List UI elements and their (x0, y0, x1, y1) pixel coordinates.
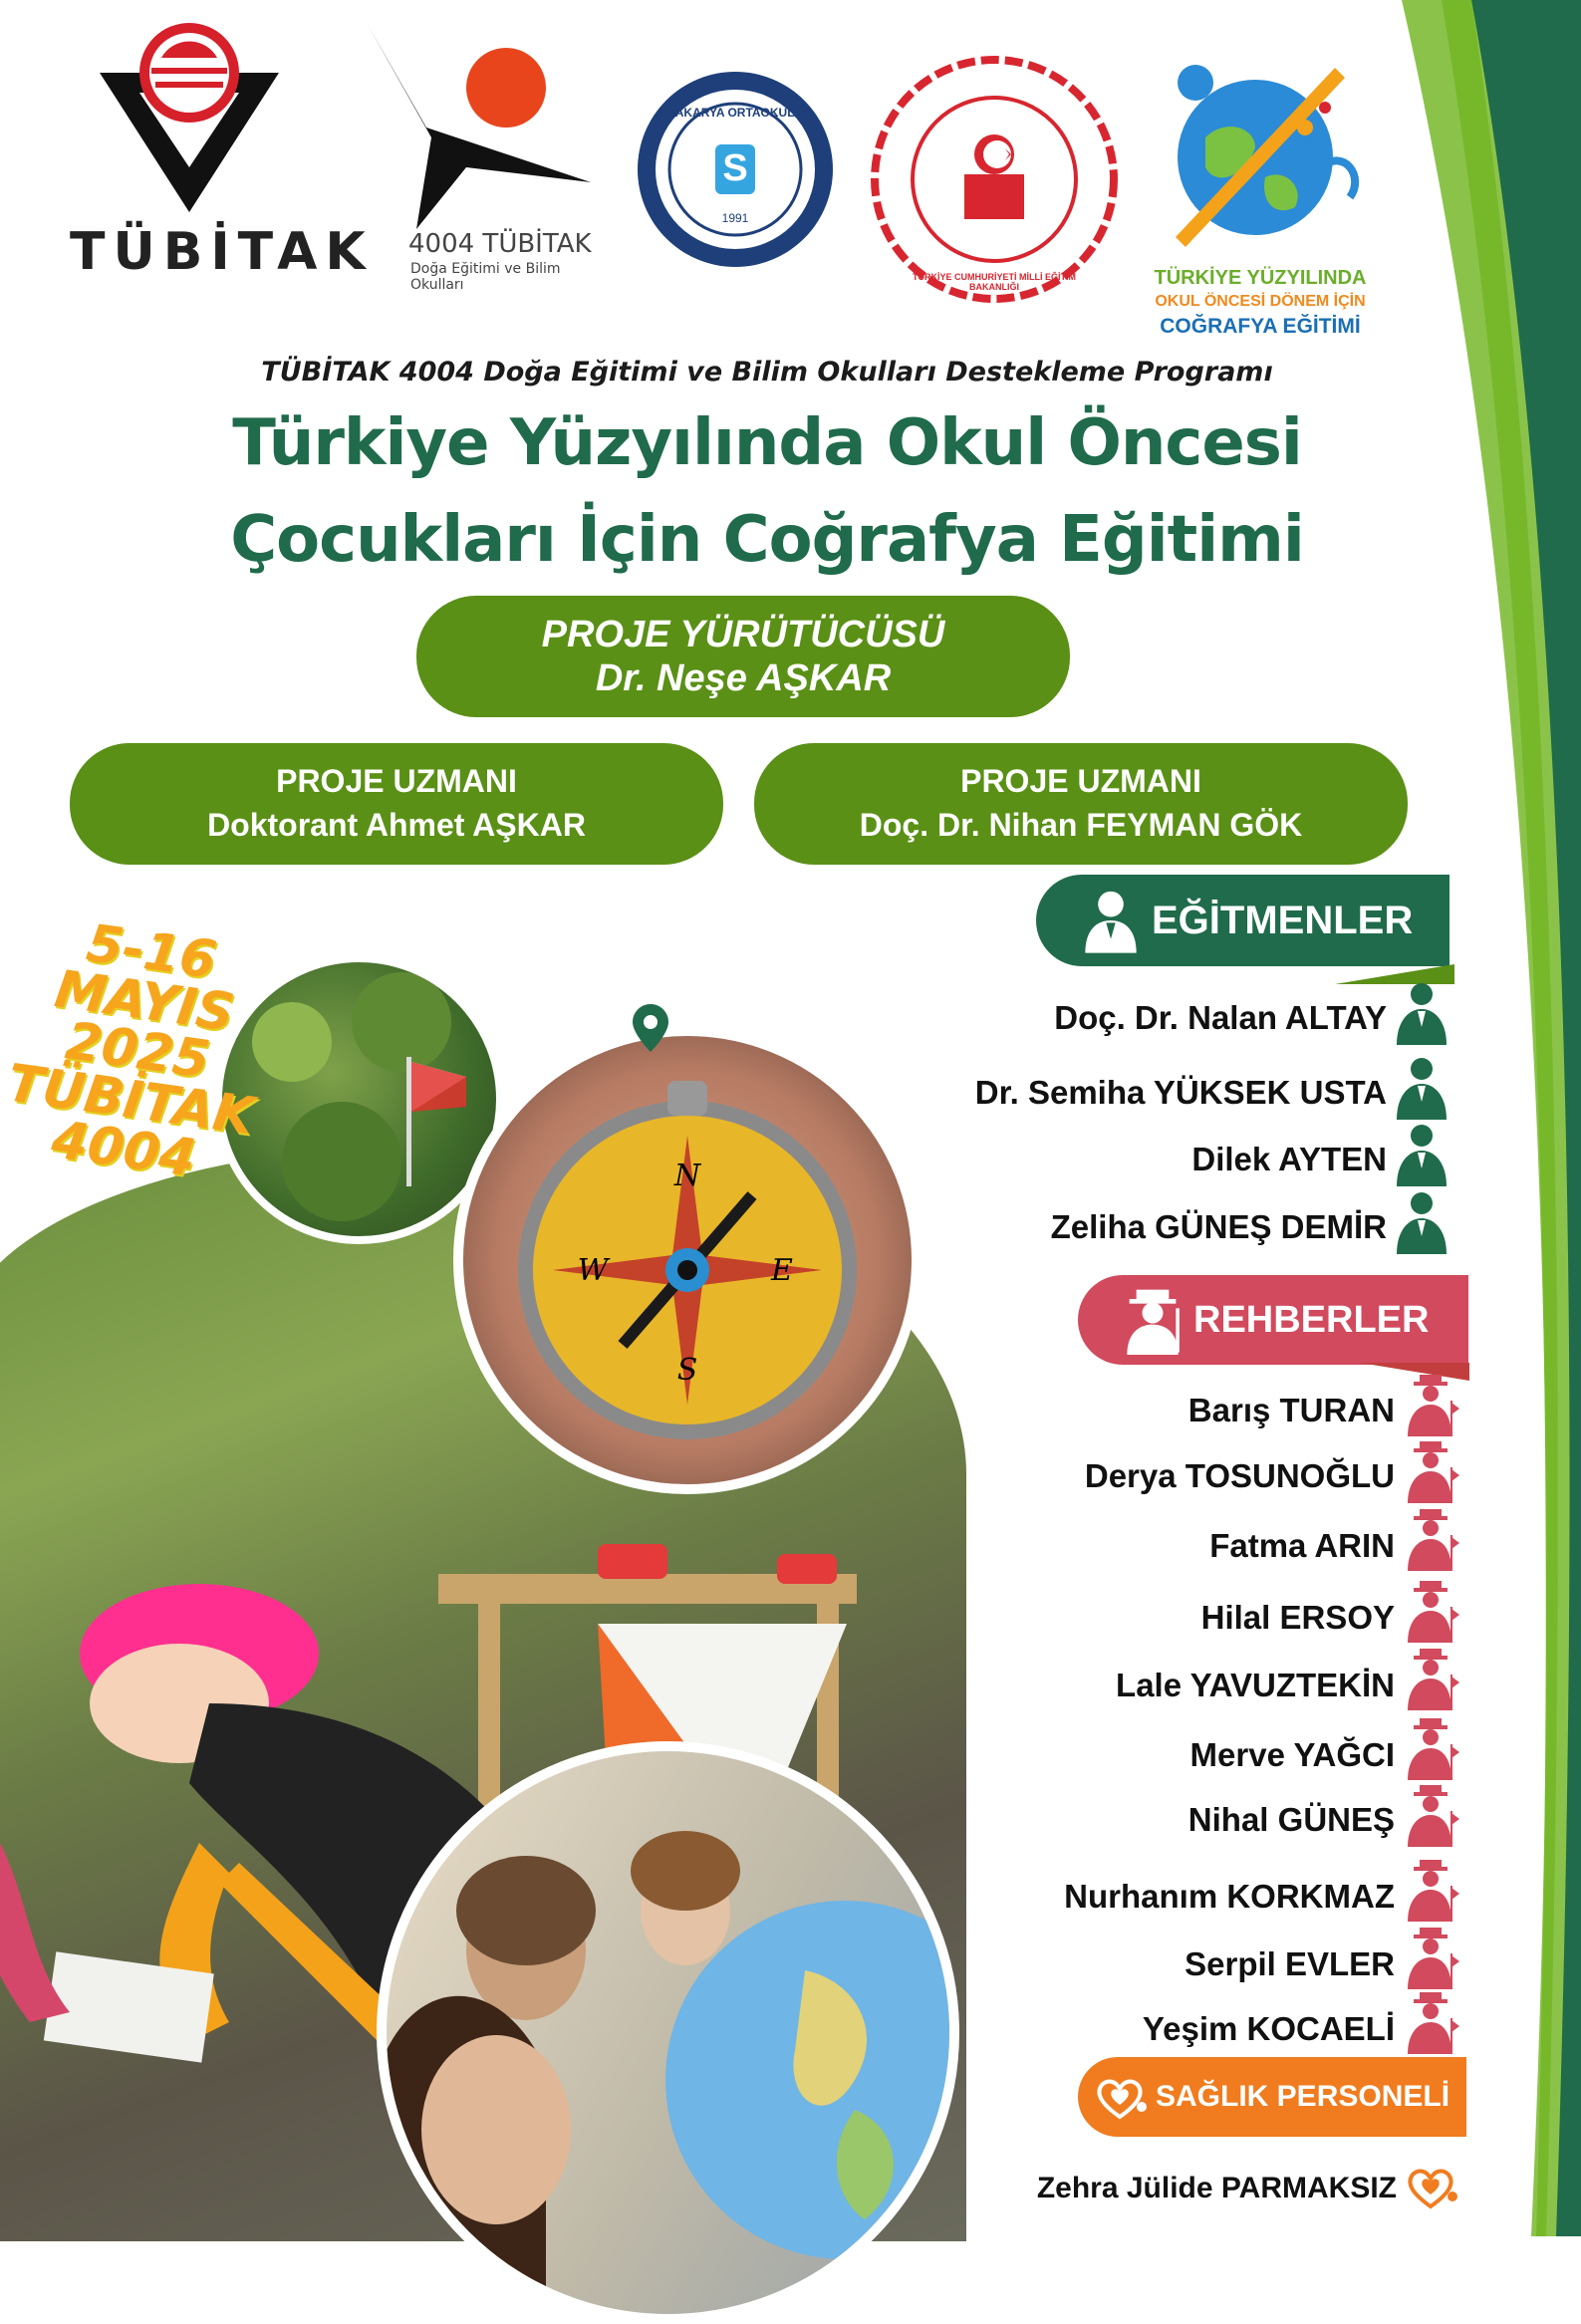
trainer-icon (1393, 1190, 1450, 1254)
trainer-icon (1393, 1123, 1450, 1186)
guide-name: Fatma ARIN (1209, 1527, 1395, 1564)
leader-name: Dr. Neşe AŞKAR (595, 657, 892, 699)
health-staff-badge (1078, 2057, 1466, 2137)
guides-label: REHBERLER (1193, 1298, 1430, 1341)
stethoscope-heart-icon (1399, 2157, 1462, 2216)
sakarya-school-logo (626, 70, 845, 269)
guide-name: Yeşim KOCAELİ (1142, 2010, 1395, 2047)
expert-role: PROJE UZMANI (960, 763, 1201, 799)
tubitak-logo (70, 18, 374, 282)
tubitak-logo-text: TÜBİTAK (70, 222, 374, 282)
project-logo-line3: COĞRAFYA EĞİTİMİ (1160, 315, 1361, 338)
guide-name: Hilal ERSOY (1200, 1599, 1395, 1636)
guide-name: Derya TOSUNOĞLU (1084, 1457, 1395, 1494)
expert-role: PROJE UZMANI (276, 763, 517, 799)
project-expert-box-2 (754, 743, 1408, 865)
program-title: TÜBİTAK 4004 Doğa Eğitimi ve Bilim Okulları Destekleme Programı (261, 357, 1273, 387)
trainer-badge-icon (1076, 886, 1146, 955)
project-expert-box-1 (70, 743, 723, 865)
date-stamp: 5-16 MAYIS 2025 TÜBİTAK 4004 (3, 913, 258, 1189)
tubitak-4004-subtitle: Doğa Eğitimi ve Bilim Okulları (410, 261, 561, 293)
guide-name: Nurhanım KORKMAZ (1064, 1878, 1395, 1915)
guide-icon (1402, 1579, 1459, 1643)
project-logo-line1: TÜRKİYE YÜZYILINDA (1154, 267, 1367, 289)
guide-icon (1402, 1783, 1459, 1847)
school-letter: S (722, 147, 748, 189)
project-logo-line2: OKUL ÖNCESİ DÖNEM İÇİN (1155, 293, 1366, 310)
trainer-name: Dilek AYTEN (1191, 1141, 1387, 1177)
school-name: SAKARYA ORTAOKULU (666, 106, 804, 120)
trainers-badge (1036, 875, 1449, 966)
tubitak-4004-title: 4004 TÜBİTAK (408, 229, 592, 259)
guide-name: Barış TURAN (1187, 1392, 1395, 1428)
svg-text:W: W (577, 1253, 609, 1288)
meb-logo (870, 55, 1119, 304)
tubitak-4004-logo (347, 18, 606, 293)
expert-name: Doktorant Ahmet AŞKAR (207, 807, 586, 843)
guide-icon (1402, 1990, 1459, 2054)
main-title-line1: Türkiye Yüzyılında Okul Öncesi (232, 406, 1302, 480)
guides-badge (1078, 1275, 1468, 1365)
project-logo (1136, 48, 1385, 347)
expert-name: Doç. Dr. Nihan FEYMAN GÖK (859, 807, 1303, 843)
guide-icon (1402, 1858, 1459, 1922)
guide-icon (1402, 1507, 1459, 1571)
school-year: 1991 (721, 211, 749, 225)
guide-name: Nihal GÜNEŞ (1187, 1801, 1395, 1838)
compass-photo (453, 1026, 922, 1494)
guide-icon (1402, 1716, 1459, 1780)
svg-text:S: S (676, 1353, 698, 1388)
guide-icon (1402, 1926, 1459, 1989)
health-staff-label: SAĞLIK PERSONELİ (1156, 2080, 1450, 2113)
trainer-name: Dr. Semiha YÜKSEK USTA (974, 1074, 1387, 1111)
classroom-globe-photo (377, 1741, 959, 2324)
health-staff-name: Zehra Jülide PARMAKSIZ (1036, 2172, 1397, 2204)
trainer-name: Zeliha GÜNEŞ DEMİR (1050, 1208, 1387, 1245)
location-pin-icon (633, 1004, 668, 1052)
stethoscope-heart-icon (1090, 2067, 1150, 2127)
meb-logo-text: TÜRKİYE CUMHURİYETİ MİLLİ EĞİTİM BAKANLIĞI (913, 272, 1076, 292)
guide-icon (1402, 1647, 1459, 1710)
guide-name: Serpil EVLER (1185, 1945, 1395, 1982)
main-title-line2: Çocukları İçin Coğrafya Eğitimi (230, 503, 1304, 577)
trainers-label: EĞİTMENLER (1152, 898, 1414, 942)
guide-badge-icon (1118, 1285, 1187, 1355)
guide-icon (1402, 1439, 1459, 1503)
leader-role: PROJE YÜRÜTÜCÜSÜ (541, 614, 945, 655)
guide-name: Merve YAĞCI (1189, 1736, 1395, 1773)
guide-name: Lale YAVUZTEKİN (1116, 1667, 1395, 1703)
trainer-icon (1393, 981, 1450, 1045)
trainer-icon (1393, 1056, 1450, 1120)
guide-icon (1402, 1373, 1459, 1436)
trainer-name: Doç. Dr. Nalan ALTAY (1054, 999, 1387, 1036)
project-leader-box (416, 596, 1070, 717)
svg-text:E: E (771, 1253, 793, 1288)
svg-text:N: N (673, 1159, 701, 1193)
